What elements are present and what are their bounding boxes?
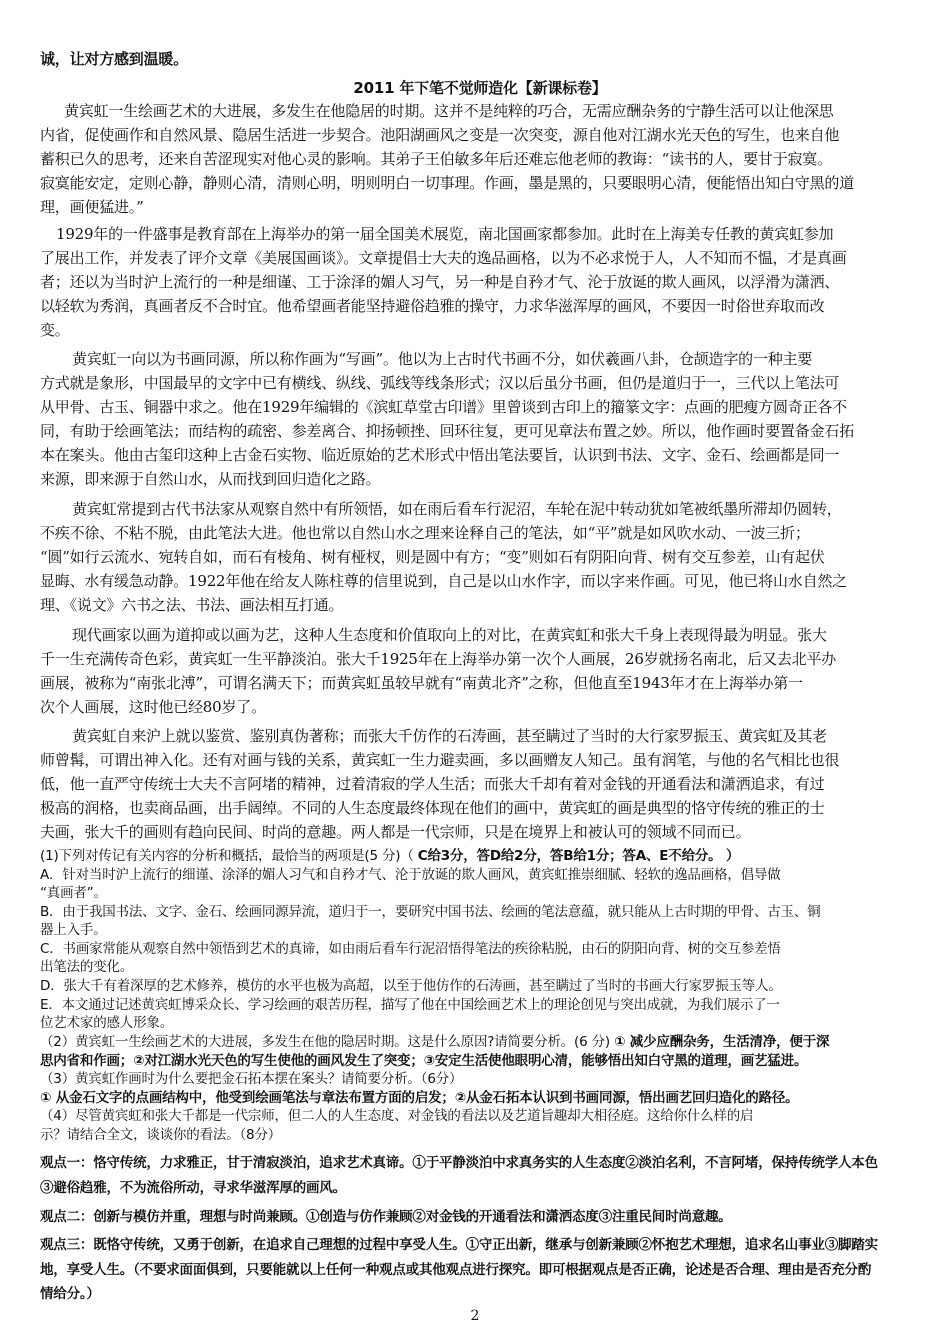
question-4: （4）尽管黄宾虹和张大千都是一代宗师，但二人的人生态度、对金钱的看法以及艺道旨趣却大相径庭。这给你什么样的启 [40, 1108, 754, 1124]
paragraph-line: 现代画家以画为道抑或以画为艺，这种人生态度和价值取向上的对比，在黄宾虹和张大千身上表现得最为明显。张大 [72, 626, 827, 644]
paragraph-line: 内省，促使画作和自然风景、隐居生活进一步契合。池阳湖画风之变是一次突变，源自他对江湖水光天色的写生，也来自他 [40, 126, 840, 144]
paragraph-line: “圆”如行云流水、宛转自如，而石有棱角、树有桠杈，则是圆中有方；“变”则如石有阴阳向背、树有交互参差，山有起伏 [40, 548, 825, 566]
paragraph-line: 寂寞能安定，定则心静，静则心清，清则心明，明则明白一切事理。作画，墨是黑的，只要眼明心清，便能悟出知白守黑的道 [40, 174, 855, 192]
question-2-stem: （2）黄宾虹一生绘画艺术的大进展，多发生在他的隐居时期。这是什么原因?请简要分析。(6 分) [40, 1034, 615, 1050]
paragraph-line: 黄宾虹一生绘画艺术的大进展，多发生在他隐居的时期。这并不是纯粹的巧合，无需应酬杂务的宁静生活可以让他深思 [64, 102, 834, 120]
paragraph-line: 变。 [40, 321, 70, 339]
continued-text: 诚，让对方感到温暖。 [40, 50, 189, 68]
question-2 [40, 1033, 920, 1051]
paragraph-line: 极高的润格，也卖商品画，出手阔绰。不同的人生态度最终体现在他们的画中，黄宾虹的画是典型的恪守传统的雅正的士 [40, 799, 825, 817]
option-c: C．书画家常能从观察自然中领悟到艺术的真谛，如由雨后看车行泥沼悟得笔法的疾徐粘脱，由石的阴阳向背、树的交互参差悟 [40, 941, 781, 957]
viewpoint-one: 观点一：恪守传统，力求雅正，甘于清寂淡泊，追求艺术真谛。①于平静淡泊中求真务实的人生态度②淡泊名利，不言阿堵，保持传统学人本色 [40, 1155, 878, 1171]
paragraph-line: 黄宾虹自来沪上就以鉴赏、鉴别真伪著称；而张大千仿作的石涛画，甚至瞒过了当时的大行家罗振玉、黄宾虹及其老 [72, 727, 827, 745]
paragraph-line: 以轻软为秀润，真画者反不合时宜。他希望画者能坚持避俗趋雅的操守，力求华滋浑厚的画风，不要因一时俗世弃取而改 [40, 297, 825, 315]
option-b: 器上入手。 [40, 922, 107, 938]
paragraph-line: 者；还以为当时沪上流行的一种是细谨、工于涂泽的媚人习气，另一种是自矜才气、沦于放诞的欺人画风，以浮滑为潇洒、 [40, 273, 840, 291]
question-2-answer: 思内省和作画；②对江湖水光天色的写生使他的画风发生了突变；③安定生活使他眼明心清，能够悟出知白守黑的道理，画艺猛进。 [40, 1053, 808, 1069]
paragraph-line: 来源，即来源于自然山水，从而找到回归造化之路。 [40, 470, 381, 488]
question-3: （3）黄宾虹作画时为什么要把金石拓本摆在案头？请简要分析。（6分） [40, 1071, 463, 1087]
paragraph-line: 1929年的一件盛事是教育部在上海举办的第一届全国美术展览，南北国画家都参加。此时在上海美专任教的黄宾虹参加 [56, 225, 834, 243]
paragraph-line: 不疾不徐、不粘不脱，由此笔法大进。他也常以自然山水之理来诠释自己的笔法，如“平”就是如风吹水动、一波三折； [40, 524, 810, 542]
paragraph-line: 画展，被称为“南张北溥”，可谓名满天下；而黄宾虹虽较早就有“南黄北齐”之称，但他直至1943年才在上海举办第一 [40, 674, 803, 692]
viewpoint-three: 情给分。） [40, 1286, 100, 1302]
paragraph-line: 理，画便猛进。” [40, 198, 144, 216]
option-a: “真画者”。 [40, 885, 107, 901]
paragraph-line: 黄宾虹一向以为书画同源，所以称作画为“写画”。他以为上古时代书画不分，如伏羲画八卦，仓颉造字的一种主要 [72, 350, 813, 368]
question-3-answer: ① 从金石文字的点画结构中，他受到绘画笔法与章法布置方面的启发；②从金石拓本认识到书画同源，悟出画艺回归造化的路径。 [40, 1090, 799, 1106]
paragraph-line: 本在案头。他由古玺印这种上古金石实物、临近原始的艺术形式中悟出笔法要旨，认识到书法、文字、金石、绘画都是同一 [40, 446, 840, 464]
viewpoint-two: 观点二：创新与模仿并重，理想与时尚兼顾。①创造与仿作兼顾②对金钱的开通看法和潇洒态度③注重民间时尚意趣。 [40, 1209, 732, 1225]
paragraph-line: 低，他一直严守传统士大夫不言阿堵的精神，过着清寂的学人生活；而张大千却有着对金钱的开通看法和潇洒追求，有过 [40, 775, 825, 793]
paragraph-line: 理、《说文》六书之法、书法、画法相互打通。 [40, 596, 344, 614]
option-b: B．由于我国书法、文字、金石、绘画同源异流，道归于一，要研究中国书法、绘画的笔法意蕴，就只能从上古时期的甲骨、古玉、铜 [40, 904, 821, 920]
viewpoint-three: 观点三：既恪守传统，又勇于创新，在追求自己理想的过程中享受人生。①守正出新，继承与创新兼顾②怀抱艺术理想，追求名山事业③脚踏实 [40, 1237, 878, 1253]
paragraph-line: 显晦、水有缓急动静。1922年他在给友人陈柱尊的信里说到，自己是以山水作字，而以字来作画。可见，他已将山水自然之 [40, 572, 847, 590]
page-number: 2 [470, 1308, 480, 1324]
question-4: 示？请结合全文，谈谈你的看法。（8分） [40, 1127, 282, 1143]
paragraph-line: 夫画，张大千的画则有趋向民间、时尚的意趣。两人都是一代宗师，只是在境界上和被认可的领域不同而已。 [40, 823, 751, 841]
option-a: A．针对当时沪上流行的细谨、涂泽的媚人习气和自矜才气、沦于放诞的欺人画风，黄宾虹推崇细腻、轻软的逸品画格，倡导做 [40, 867, 781, 883]
paragraph-line: 千一生充满传奇色彩，黄宾虹一生平静淡泊。张大千1925年在上海举办第一次个人画展，26岁就扬名南北，后又去北平办 [40, 650, 837, 668]
option-e: E．本文通过记述黄宾虹博采众长、学习绘画的艰苦历程，描写了他在中国绘画艺术上的理论创见与突出成就，为我们展示了一 [40, 997, 780, 1013]
viewpoint-three: 地，享受人生。（不要求面面俱到，只要能就以上任何一种观点或其他观点进行探究。即可根据观点是否正确，论述是否合理、理由是否充分酌 [40, 1262, 872, 1278]
paragraph-line: 了展出工作，并发表了评介文章《美展国画谈》。文章提倡士大夫的逸品画格，以为不必求悦于人，人不知而不愠，才是真画 [40, 249, 847, 267]
paragraph-line: 从甲骨、古玉、铜器中求之。他在1929年编辑的《滨虹草堂古印谱》里曾谈到古印上的籀篆文字：点画的肥瘦方圆奇正各不 [40, 398, 847, 416]
paragraph-line: 师曾髯，可谓出神入化。还有对画与钱的关系，黄宾虹一生力避卖画，多以画赠友人知己。虽有润笔，与他的名气相比也很 [40, 751, 840, 769]
paragraph-line: 同，有助于绘画笔法；而结构的疏密、参差离合、抑扬顿挫、回环往复，更可见章法布置之妙。所以，他作画时要置备金石拓 [40, 422, 855, 440]
question-1-answer: C给3分，答D给2分，答B给1分；答A、E不给分。 ） [417, 848, 740, 864]
viewpoint-one: ③避俗趋雅，不为流俗所动，寻求华滋浑厚的画风。 [40, 1180, 346, 1196]
option-e: 位艺术家的感人形象。 [40, 1015, 173, 1031]
paragraph-line: 蓄积已久的思考，还来自苦涩现实对他心灵的影响。其弟子王伯敏多年后还难忘他老师的教诲：“读书的人，要甘于寂寞。 [40, 150, 832, 168]
question-1 [40, 847, 920, 865]
option-d: D．张大千有着深厚的艺术修养，模仿的水平也极为高超，以至于他仿作的石涛画，甚至瞒过了当时的书画大行家罗振玉等人。 [40, 978, 782, 994]
section-title: 2011 年下笔不觉师造化【新课标卷】 [353, 79, 607, 97]
question-2-answer: ① 减少应酬杂务，生活清净，便于深 [614, 1034, 830, 1050]
question-1-stem: (1)下列对传记有关内容的分析和概括，最恰当的两项是(5 分)（ [40, 848, 418, 864]
paragraph-line: 黄宾虹常提到古代书法家从观察自然中有所领悟，如在雨后看车行泥沼，车轮在泥中转动犹如笔被纸墨所滞却仍圆转， [72, 500, 842, 518]
option-c: 出笔法的变化。 [40, 959, 134, 975]
paragraph-line: 次个人画展，这时他已经80岁了。 [40, 698, 266, 716]
paragraph-line: 方式就是象形，中国最早的文字中已有横线、纵线、弧线等线条形式；汉以后虽分书画，但仍是道归于一，三代以上笔法可 [40, 374, 840, 392]
